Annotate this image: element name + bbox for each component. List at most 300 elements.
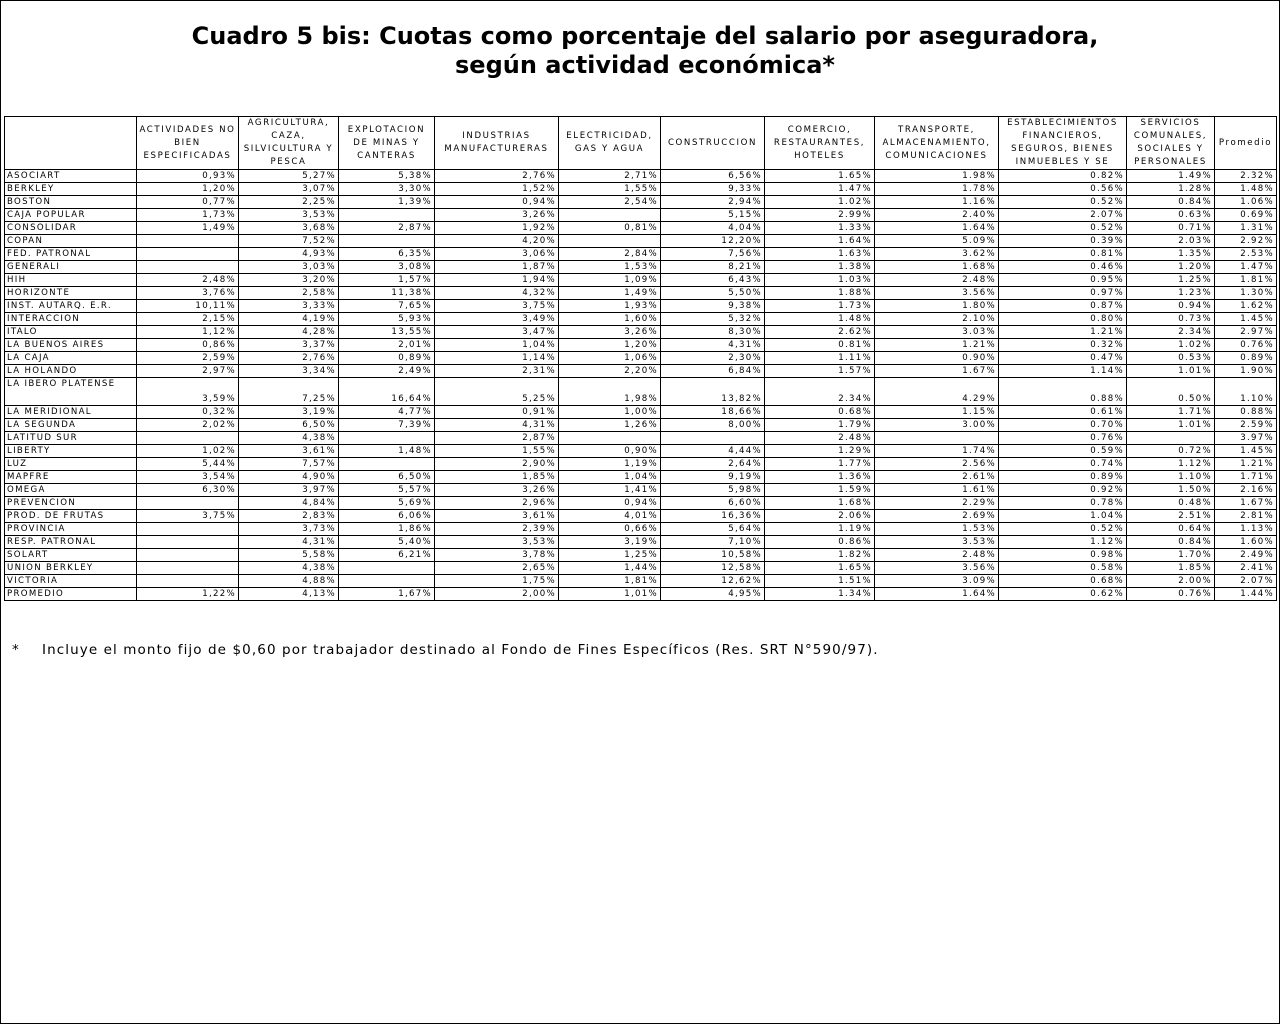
- value-cell: 4,38%: [239, 432, 339, 445]
- value-cell: 0.63%: [1127, 209, 1215, 222]
- value-cell: 4,77%: [339, 406, 435, 419]
- value-cell: 3,26%: [435, 484, 559, 497]
- value-cell: 4,01%: [559, 510, 661, 523]
- value-cell: 0.58%: [999, 562, 1127, 575]
- value-cell: 1.53%: [875, 523, 999, 536]
- value-cell: 0.74%: [999, 458, 1127, 471]
- value-cell: 1.74%: [875, 445, 999, 458]
- value-cell: 1.47%: [765, 183, 875, 196]
- value-cell: 0.56%: [999, 183, 1127, 196]
- value-cell: 2,59%: [137, 352, 239, 365]
- value-cell: 7,25%: [239, 378, 339, 406]
- value-cell: 0.78%: [999, 497, 1127, 510]
- value-cell: 2,30%: [661, 352, 765, 365]
- table-row: [5, 419, 1277, 432]
- value-cell: 5,64%: [661, 523, 765, 536]
- value-cell: 3,97%: [239, 484, 339, 497]
- value-cell: 1.70%: [1127, 549, 1215, 562]
- value-cell: 1.21%: [999, 326, 1127, 339]
- value-cell: 1.15%: [875, 406, 999, 419]
- value-cell: 7,10%: [661, 536, 765, 549]
- value-cell: 3,34%: [239, 365, 339, 378]
- value-cell: 1,73%: [137, 209, 239, 222]
- value-cell: 3,53%: [239, 209, 339, 222]
- value-cell: 0.95%: [999, 274, 1127, 287]
- value-cell: 2.92%: [1215, 235, 1277, 248]
- table-row: [5, 536, 1277, 549]
- value-cell: 2,76%: [239, 352, 339, 365]
- value-cell: 5,50%: [661, 287, 765, 300]
- table-row: [5, 248, 1277, 261]
- insurer-name-cell: LA CAJA: [5, 352, 137, 365]
- value-cell: 2.81%: [1215, 510, 1277, 523]
- value-cell: 13,82%: [661, 378, 765, 406]
- insurer-name-cell: FED. PATRONAL: [5, 248, 137, 261]
- value-cell: 1.33%: [765, 222, 875, 235]
- header-cell: Promedio: [1215, 117, 1277, 170]
- table-row: [5, 170, 1277, 183]
- footnote-text: Incluye el monto fijo de $0,60 por trabajador destinado al Fondo de Fines Específicos (Res. SRT N°590/97).: [42, 642, 879, 658]
- table-row: [5, 458, 1277, 471]
- value-cell: 3,07%: [239, 183, 339, 196]
- value-cell: 0.52%: [999, 523, 1127, 536]
- value-cell: 0,66%: [559, 523, 661, 536]
- value-cell: 0.32%: [999, 339, 1127, 352]
- value-cell: 1.13%: [1215, 523, 1277, 536]
- value-cell: 1.64%: [765, 235, 875, 248]
- value-cell: 2,71%: [559, 170, 661, 183]
- value-cell: 1,60%: [559, 313, 661, 326]
- value-cell: 1.11%: [765, 352, 875, 365]
- value-cell: 2,58%: [239, 287, 339, 300]
- table-row: [5, 222, 1277, 235]
- value-cell: 1.50%: [1127, 484, 1215, 497]
- table-row: [5, 562, 1277, 575]
- value-cell: 2,15%: [137, 313, 239, 326]
- value-cell: 3,59%: [137, 378, 239, 406]
- value-cell: 9,19%: [661, 471, 765, 484]
- value-cell: 4,31%: [239, 536, 339, 549]
- value-cell: 1.28%: [1127, 183, 1215, 196]
- table-row: [5, 510, 1277, 523]
- value-cell: 2,87%: [339, 222, 435, 235]
- insurer-name-cell: COPAN: [5, 235, 137, 248]
- value-cell: 4,31%: [435, 419, 559, 432]
- value-cell: 3.00%: [875, 419, 999, 432]
- value-cell: 9,38%: [661, 300, 765, 313]
- value-cell: 5,69%: [339, 497, 435, 510]
- value-cell: 2.07%: [999, 209, 1127, 222]
- value-cell: 0.72%: [1127, 445, 1215, 458]
- header-cell: CONSTRUCCION: [661, 117, 765, 170]
- value-cell: 7,52%: [239, 235, 339, 248]
- value-cell: 2,02%: [137, 419, 239, 432]
- value-cell: 1.64%: [875, 222, 999, 235]
- value-cell: 1.20%: [1127, 261, 1215, 274]
- value-cell: [339, 458, 435, 471]
- value-cell: 2,01%: [339, 339, 435, 352]
- value-cell: [339, 432, 435, 445]
- value-cell: 1,20%: [137, 183, 239, 196]
- value-cell: 2.29%: [875, 497, 999, 510]
- value-cell: [137, 549, 239, 562]
- value-cell: 2.53%: [1215, 248, 1277, 261]
- value-cell: 2.34%: [765, 378, 875, 406]
- value-cell: 0.68%: [765, 406, 875, 419]
- value-cell: 1,41%: [559, 484, 661, 497]
- value-cell: 2,54%: [559, 196, 661, 209]
- value-cell: 3,08%: [339, 261, 435, 274]
- value-cell: 4,38%: [239, 562, 339, 575]
- value-cell: 1,86%: [339, 523, 435, 536]
- value-cell: 0,93%: [137, 170, 239, 183]
- value-cell: 2.00%: [1127, 575, 1215, 588]
- value-cell: 0.68%: [999, 575, 1127, 588]
- value-cell: 2,94%: [661, 196, 765, 209]
- value-cell: 1.88%: [765, 287, 875, 300]
- value-cell: 1.30%: [1215, 287, 1277, 300]
- value-cell: 4,90%: [239, 471, 339, 484]
- value-cell: 1.57%: [765, 365, 875, 378]
- value-cell: [1127, 432, 1215, 445]
- table-row: [5, 549, 1277, 562]
- value-cell: 10,11%: [137, 300, 239, 313]
- value-cell: 6,30%: [137, 484, 239, 497]
- value-cell: 1,98%: [559, 378, 661, 406]
- value-cell: 2.16%: [1215, 484, 1277, 497]
- value-cell: 1.45%: [1215, 445, 1277, 458]
- value-cell: 4,28%: [239, 326, 339, 339]
- value-cell: 2.34%: [1127, 326, 1215, 339]
- value-cell: [137, 248, 239, 261]
- value-cell: 0.97%: [999, 287, 1127, 300]
- value-cell: 0.98%: [999, 549, 1127, 562]
- value-cell: 18,66%: [661, 406, 765, 419]
- value-cell: 1.71%: [1215, 471, 1277, 484]
- value-cell: 1,75%: [435, 575, 559, 588]
- value-cell: 1.44%: [1215, 588, 1277, 601]
- value-cell: 1.62%: [1215, 300, 1277, 313]
- insurer-name-cell: LA SEGUNDA: [5, 419, 137, 432]
- value-cell: 8,21%: [661, 261, 765, 274]
- value-cell: [137, 497, 239, 510]
- value-cell: 0,77%: [137, 196, 239, 209]
- insurer-name-cell: UNION BERKLEY: [5, 562, 137, 575]
- value-cell: 4,20%: [435, 235, 559, 248]
- value-cell: 1,04%: [435, 339, 559, 352]
- value-cell: 2.97%: [1215, 326, 1277, 339]
- header-cell: TRANSPORTE, ALMACENAMIENTO, COMUNICACIONES: [875, 117, 999, 170]
- value-cell: 10,58%: [661, 549, 765, 562]
- value-cell: 5.09%: [875, 235, 999, 248]
- value-cell: 5,98%: [661, 484, 765, 497]
- value-cell: 0.81%: [765, 339, 875, 352]
- value-cell: 9,33%: [661, 183, 765, 196]
- value-cell: 0,91%: [435, 406, 559, 419]
- value-cell: [137, 523, 239, 536]
- value-cell: 2,96%: [435, 497, 559, 510]
- value-cell: 0.53%: [1127, 352, 1215, 365]
- value-cell: 1.36%: [765, 471, 875, 484]
- value-cell: 2.99%: [765, 209, 875, 222]
- value-cell: 0.69%: [1215, 209, 1277, 222]
- value-cell: 1.19%: [765, 523, 875, 536]
- value-cell: [137, 536, 239, 549]
- value-cell: 1.65%: [765, 562, 875, 575]
- value-cell: 1,53%: [559, 261, 661, 274]
- value-cell: 1,06%: [559, 352, 661, 365]
- value-cell: 5,27%: [239, 170, 339, 183]
- value-cell: 2.40%: [875, 209, 999, 222]
- value-cell: 0.94%: [1127, 300, 1215, 313]
- value-cell: 0.73%: [1127, 313, 1215, 326]
- value-cell: 2.32%: [1215, 170, 1277, 183]
- value-cell: 8,30%: [661, 326, 765, 339]
- insurer-name-cell: LA IBERO PLATENSE: [5, 378, 137, 406]
- value-cell: 3.03%: [875, 326, 999, 339]
- value-cell: [137, 235, 239, 248]
- insurer-name-cell: VICTORIA: [5, 575, 137, 588]
- footnote: [12, 642, 879, 658]
- value-cell: 2,48%: [137, 274, 239, 287]
- value-cell: 2,87%: [435, 432, 559, 445]
- table-body: [5, 170, 1277, 601]
- value-cell: 16,64%: [339, 378, 435, 406]
- value-cell: 4,31%: [661, 339, 765, 352]
- insurer-name-cell: LATITUD SUR: [5, 432, 137, 445]
- table-row: [5, 497, 1277, 510]
- value-cell: 0.89%: [1215, 352, 1277, 365]
- value-cell: 1.04%: [999, 510, 1127, 523]
- header-cell: AGRICULTURA, CAZA, SILVICULTURA Y PESCA: [239, 117, 339, 170]
- insurer-name-cell: BERKLEY: [5, 183, 137, 196]
- value-cell: 2.51%: [1127, 510, 1215, 523]
- value-cell: 0.50%: [1127, 378, 1215, 406]
- insurer-name-cell: LA HOLANDO: [5, 365, 137, 378]
- value-cell: 7,39%: [339, 419, 435, 432]
- value-cell: 1,85%: [435, 471, 559, 484]
- insurer-name-cell: GENERALI: [5, 261, 137, 274]
- insurer-name-cell: LUZ: [5, 458, 137, 471]
- insurer-name-cell: INTERACCION: [5, 313, 137, 326]
- value-cell: 0.88%: [1215, 406, 1277, 419]
- value-cell: 5,32%: [661, 313, 765, 326]
- insurer-name-cell: LA BUENOS AIRES: [5, 339, 137, 352]
- value-cell: 5,44%: [137, 458, 239, 471]
- value-cell: 2.69%: [875, 510, 999, 523]
- insurer-name-cell: HIH: [5, 274, 137, 287]
- value-cell: 1.68%: [765, 497, 875, 510]
- value-cell: 1.03%: [765, 274, 875, 287]
- insurer-name-cell: CAJA POPULAR: [5, 209, 137, 222]
- table-row: [5, 183, 1277, 196]
- value-cell: 6,50%: [339, 471, 435, 484]
- value-cell: 0.59%: [999, 445, 1127, 458]
- value-cell: 3,75%: [137, 510, 239, 523]
- value-cell: 2,76%: [435, 170, 559, 183]
- value-cell: 1.81%: [1215, 274, 1277, 287]
- value-cell: 2,64%: [661, 458, 765, 471]
- value-cell: 2,31%: [435, 365, 559, 378]
- value-cell: 0.52%: [999, 196, 1127, 209]
- value-cell: 2,84%: [559, 248, 661, 261]
- table-row: [5, 432, 1277, 445]
- value-cell: 1,67%: [339, 588, 435, 601]
- value-cell: 0.82%: [999, 170, 1127, 183]
- value-cell: 4,19%: [239, 313, 339, 326]
- value-cell: 3,78%: [435, 549, 559, 562]
- value-cell: 6,06%: [339, 510, 435, 523]
- value-cell: 0.88%: [999, 378, 1127, 406]
- value-cell: 3,75%: [435, 300, 559, 313]
- value-cell: 0,81%: [559, 222, 661, 235]
- header-cell: ESTABLECIMIENTOS FINANCIEROS, SEGUROS, BIENES INMUEBLES Y SE: [999, 117, 1127, 170]
- value-cell: 1.90%: [1215, 365, 1277, 378]
- value-cell: 1,22%: [137, 588, 239, 601]
- value-cell: 13,55%: [339, 326, 435, 339]
- value-cell: 1.78%: [875, 183, 999, 196]
- value-cell: 0.46%: [999, 261, 1127, 274]
- value-cell: 1.02%: [1127, 339, 1215, 352]
- value-cell: 6,35%: [339, 248, 435, 261]
- footnote-marker: *: [12, 642, 20, 658]
- insurer-name-cell: INST. AUTARQ. E.R.: [5, 300, 137, 313]
- value-cell: 0.90%: [875, 352, 999, 365]
- value-cell: 0.39%: [999, 235, 1127, 248]
- value-cell: 3,76%: [137, 287, 239, 300]
- value-cell: 11,38%: [339, 287, 435, 300]
- value-cell: 1,01%: [559, 588, 661, 601]
- value-cell: 2.03%: [1127, 235, 1215, 248]
- value-cell: [339, 562, 435, 575]
- value-cell: 3,47%: [435, 326, 559, 339]
- table-header-row: [5, 117, 1277, 170]
- value-cell: 1,49%: [559, 287, 661, 300]
- value-cell: 3,53%: [435, 536, 559, 549]
- header-cell: EXPLOTACION DE MINAS Y CANTERAS: [339, 117, 435, 170]
- value-cell: 1.02%: [765, 196, 875, 209]
- table-row: [5, 406, 1277, 419]
- insurer-name-cell: PREVENCION: [5, 497, 137, 510]
- value-cell: 1.01%: [1127, 419, 1215, 432]
- value-cell: 1.35%: [1127, 248, 1215, 261]
- value-cell: 1.79%: [765, 419, 875, 432]
- value-cell: 2.48%: [875, 274, 999, 287]
- value-cell: 1.12%: [1127, 458, 1215, 471]
- value-cell: 12,58%: [661, 562, 765, 575]
- value-cell: 4,13%: [239, 588, 339, 601]
- value-cell: 2.10%: [875, 313, 999, 326]
- value-cell: 1.21%: [875, 339, 999, 352]
- value-cell: 0.70%: [999, 419, 1127, 432]
- value-cell: 3,37%: [239, 339, 339, 352]
- value-cell: [339, 209, 435, 222]
- value-cell: 1.23%: [1127, 287, 1215, 300]
- value-cell: 12,20%: [661, 235, 765, 248]
- header-cell: ACTIVIDADES NO BIEN ESPECIFICADAS: [137, 117, 239, 170]
- table-row: [5, 523, 1277, 536]
- value-cell: [137, 562, 239, 575]
- value-cell: 6,50%: [239, 419, 339, 432]
- value-cell: 1.59%: [765, 484, 875, 497]
- value-cell: 4,84%: [239, 497, 339, 510]
- value-cell: 1.61%: [875, 484, 999, 497]
- insurer-name-cell: ASOCIART: [5, 170, 137, 183]
- value-cell: 1,93%: [559, 300, 661, 313]
- value-cell: 0.76%: [1127, 588, 1215, 601]
- value-cell: 2,83%: [239, 510, 339, 523]
- value-cell: 5,57%: [339, 484, 435, 497]
- insurer-name-cell: OMEGA: [5, 484, 137, 497]
- header-cell-insurer: [5, 117, 137, 170]
- value-cell: 1,12%: [137, 326, 239, 339]
- value-cell: 1,52%: [435, 183, 559, 196]
- value-cell: 2.07%: [1215, 575, 1277, 588]
- value-cell: 1.82%: [765, 549, 875, 562]
- quota-table: [4, 116, 1277, 601]
- value-cell: 7,56%: [661, 248, 765, 261]
- value-cell: 3,30%: [339, 183, 435, 196]
- insurer-name-cell: PROD. DE FRUTAS: [5, 510, 137, 523]
- value-cell: 5,93%: [339, 313, 435, 326]
- value-cell: 0.61%: [999, 406, 1127, 419]
- value-cell: 1,94%: [435, 274, 559, 287]
- value-cell: 4.29%: [875, 378, 999, 406]
- value-cell: 2.41%: [1215, 562, 1277, 575]
- value-cell: 6,60%: [661, 497, 765, 510]
- insurer-name-cell: PROVINCIA: [5, 523, 137, 536]
- value-cell: 7,65%: [339, 300, 435, 313]
- value-cell: 1,04%: [559, 471, 661, 484]
- value-cell: 1,55%: [559, 183, 661, 196]
- table-row: [5, 575, 1277, 588]
- value-cell: [661, 432, 765, 445]
- table-row: [5, 287, 1277, 300]
- value-cell: 1,26%: [559, 419, 661, 432]
- value-cell: 3,26%: [435, 209, 559, 222]
- insurer-name-cell: HORIZONTE: [5, 287, 137, 300]
- title-line-2: según actividad económica*: [455, 51, 835, 79]
- value-cell: 2,49%: [339, 365, 435, 378]
- insurer-name-cell: RESP. PATRONAL: [5, 536, 137, 549]
- value-cell: 0.76%: [1215, 339, 1277, 352]
- page-title: [0, 22, 1280, 80]
- table-row: [5, 300, 1277, 313]
- title-line-1: Cuadro 5 bis: Cuotas como porcentaje del salario por aseguradora,: [191, 22, 1099, 50]
- value-cell: 1,44%: [559, 562, 661, 575]
- table-row: [5, 274, 1277, 287]
- insurer-name-cell: BOSTON: [5, 196, 137, 209]
- value-cell: 3,33%: [239, 300, 339, 313]
- value-cell: 1,39%: [339, 196, 435, 209]
- value-cell: 0.80%: [999, 313, 1127, 326]
- value-cell: 1,81%: [559, 575, 661, 588]
- header-cell: ELECTRICIDAD, GAS Y AGUA: [559, 117, 661, 170]
- value-cell: 1.51%: [765, 575, 875, 588]
- value-cell: [559, 432, 661, 445]
- value-cell: 12,62%: [661, 575, 765, 588]
- value-cell: 2,39%: [435, 523, 559, 536]
- value-cell: 1.48%: [1215, 183, 1277, 196]
- value-cell: 3,20%: [239, 274, 339, 287]
- value-cell: 1.31%: [1215, 222, 1277, 235]
- table-row: [5, 326, 1277, 339]
- value-cell: 2.56%: [875, 458, 999, 471]
- value-cell: 1.16%: [875, 196, 999, 209]
- value-cell: 2.48%: [875, 549, 999, 562]
- value-cell: 1.67%: [1215, 497, 1277, 510]
- value-cell: 6,21%: [339, 549, 435, 562]
